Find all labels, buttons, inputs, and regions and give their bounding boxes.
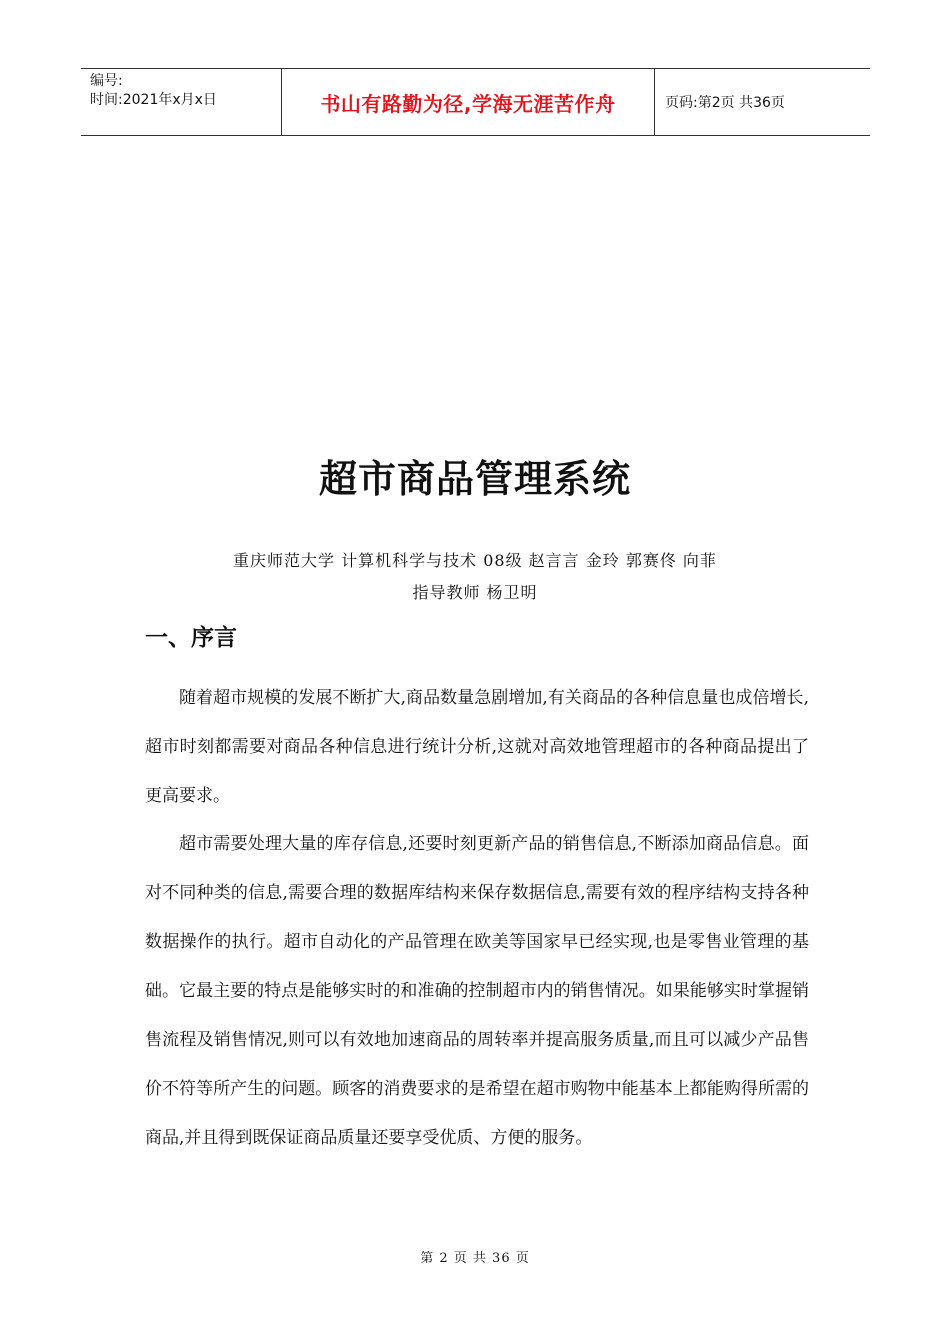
section-heading: 一、序言 bbox=[145, 625, 237, 651]
header-page-info: 页码:第2页 共36页 bbox=[665, 95, 785, 111]
header-motto: 书山有路勤为径,学海无涯苦作舟 bbox=[320, 91, 616, 116]
document-title: 超市商品管理系统 bbox=[318, 457, 631, 501]
body-paragraph: 超市需要处理大量的库存信息,还要时刻更新产品的销售信息,不断添加商品信息。面对不同种类的信息,需要合理的数据库结构来保存数据信息,需要有效的程序结构支持各种数据操作的执行。超市自动化的产品管理在欧美等国家早已经实现,也是零售业管理的基础。它最主要的特点是能够实时的和准确的控制超市内的销售情况。如果能够实时掌握销售流程及销售情况,则可以有效地加速商品的周转率并提高服务质量,而且可以减少产品售价不符等所产生的问题。顾客的消费要求的是希望在超市购物中能基本上都能购得所需的商品,并且得到既保证商品质量还要享受优质、方便的服务。 bbox=[145, 834, 809, 1148]
header-motto-cell bbox=[282, 69, 655, 135]
header-meta-cell bbox=[81, 69, 282, 135]
authors-line: 重庆师范大学 计算机科学与技术 08级 赵言言 金玲 郭赛佟 向菲 bbox=[233, 551, 717, 570]
body-paragraph: 随着超市规模的发展不断扩大,商品数量急剧增加,有关商品的各种信息量也成倍增长,超市时刻都需要对商品各种信息进行统计分析,这就对高效地管理超市的各种商品提出了更高要求。 bbox=[145, 688, 809, 806]
header-time-label: 时间:2021年x月x日 bbox=[90, 92, 217, 108]
advisor-line: 指导教师 杨卫明 bbox=[412, 583, 538, 602]
page-footer: 第 2 页 共 36 页 bbox=[420, 1251, 530, 1266]
header-page-cell bbox=[655, 69, 870, 135]
page-header bbox=[81, 68, 870, 136]
header-number-label: 编号: bbox=[90, 73, 123, 89]
